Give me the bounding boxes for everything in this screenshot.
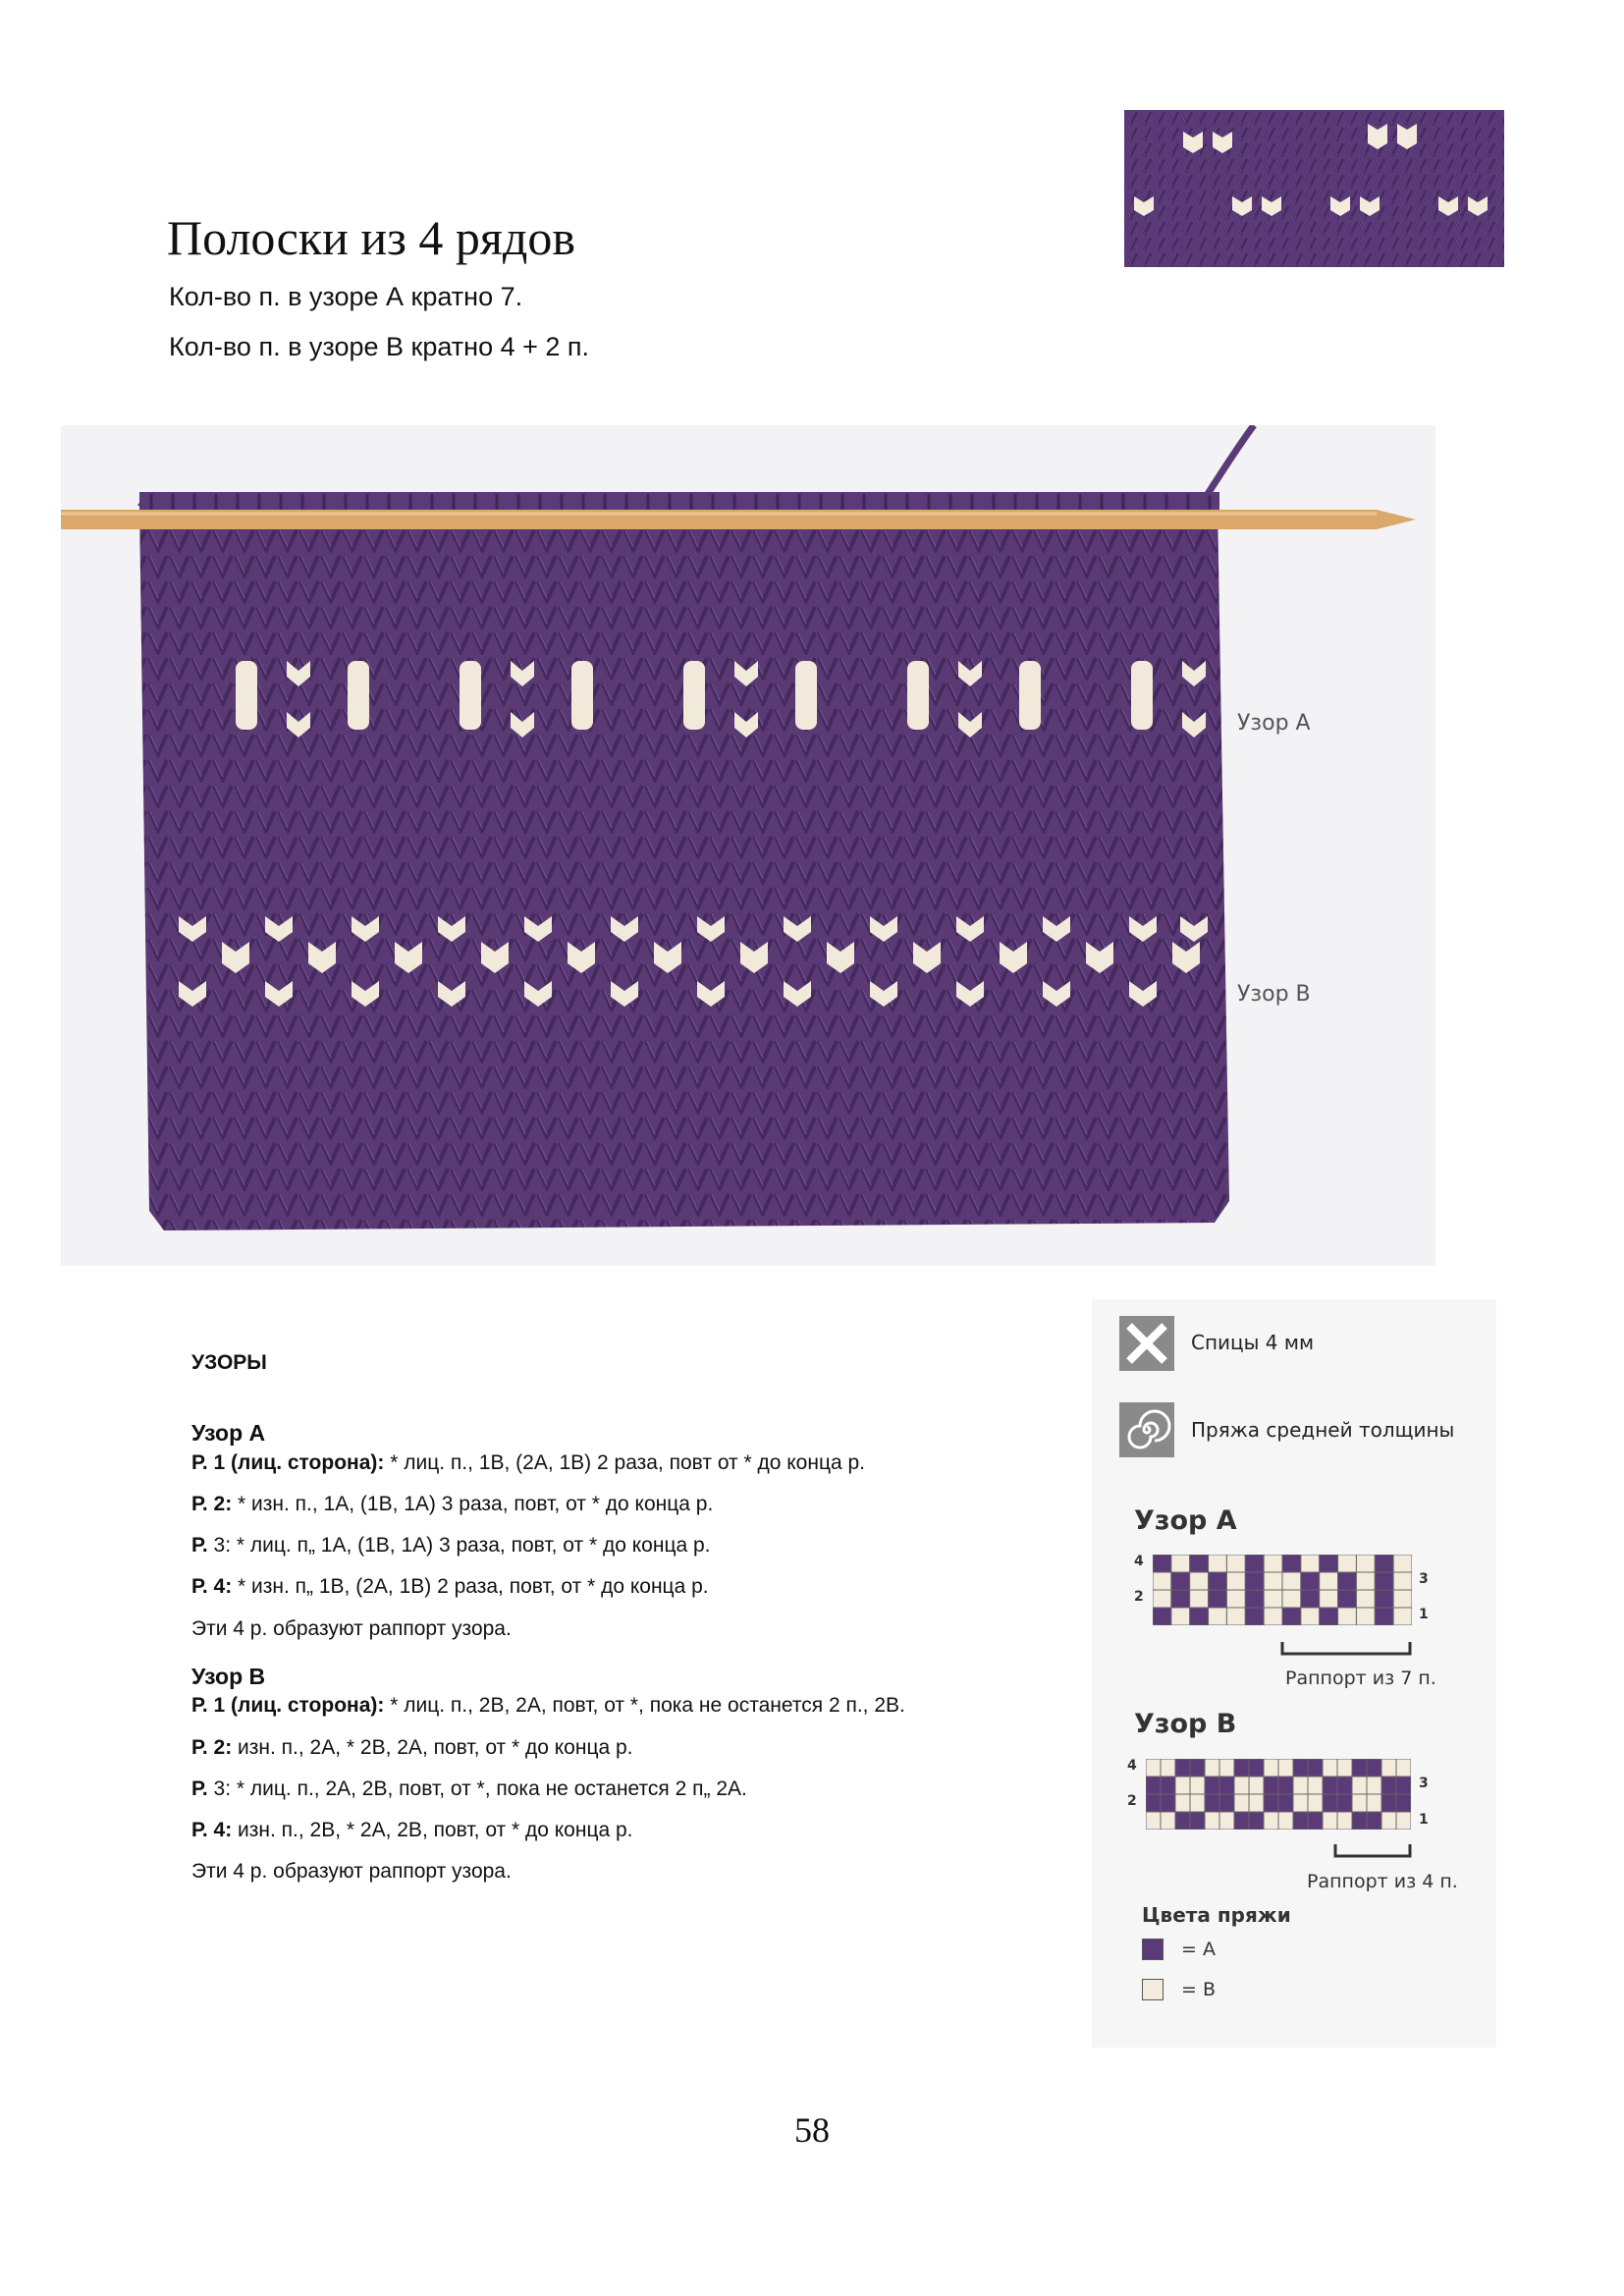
chart-a-cell [1171, 1590, 1190, 1608]
row-text: * изн. п., 1А, (1В, 1А) 3 раза, повт, от * до конца р. [232, 1492, 714, 1515]
chart-a-cell [1190, 1555, 1209, 1572]
chart-a-cell [1282, 1555, 1301, 1572]
chart-a-cell [1171, 1572, 1190, 1590]
chart-b-row-4: 4 [1127, 1758, 1137, 1774]
chart-b-cell [1249, 1812, 1264, 1830]
chart-b-cell [1234, 1777, 1249, 1794]
chart-b-cell [1161, 1812, 1175, 1830]
chart-b-cell [1161, 1777, 1175, 1794]
row-label: Р. 4: [191, 1818, 233, 1841]
chart-a-cell [1209, 1555, 1227, 1572]
chart-b-cell [1190, 1794, 1205, 1812]
chart-b-cell [1396, 1812, 1411, 1830]
chart-a-cell [1226, 1608, 1245, 1625]
chart-a-cell [1226, 1572, 1245, 1590]
chart-b-cell [1264, 1777, 1278, 1794]
row-label: Р. 1 (лиц. сторона): [191, 1694, 385, 1718]
row-label: Р. 4: [191, 1575, 233, 1599]
chart-a-cell [1209, 1590, 1227, 1608]
chart-a-cell [1190, 1608, 1209, 1625]
pattern-b-row-3 [191, 1777, 1075, 1801]
chart-a-cell [1393, 1590, 1412, 1608]
chart-b-cell [1146, 1759, 1161, 1777]
chart-b-cell [1190, 1777, 1205, 1794]
chart-a-cell [1245, 1572, 1264, 1590]
page-number: 58 [794, 2110, 830, 2150]
chart-b-cell [1293, 1777, 1308, 1794]
chart-b-cell [1396, 1794, 1411, 1812]
chart-a-cell [1301, 1555, 1320, 1572]
row-label: Р. [191, 1534, 208, 1558]
chart-a-cell [1320, 1555, 1338, 1572]
chart-a-cell [1301, 1572, 1320, 1590]
chart-a-cell [1153, 1590, 1171, 1608]
chart-b-cell [1278, 1812, 1293, 1830]
legend-swatch-a [1142, 1939, 1164, 1960]
chart-a-cell [1356, 1572, 1375, 1590]
chart-b-cell [1323, 1759, 1337, 1777]
row-label: Р. 2: [191, 1492, 233, 1515]
chart-b-row-1: 1 [1419, 1812, 1429, 1828]
row-text: * лиц. п., 2В, 2А, повт, от *, пока не останется 2 п., 2В. [384, 1694, 905, 1718]
chart-b-cell [1293, 1812, 1308, 1830]
chart-a-cell [1264, 1572, 1282, 1590]
chart-b-cell [1367, 1794, 1381, 1812]
chart-b-cell [1337, 1812, 1352, 1830]
instructions-heading: УЗОРЫ [191, 1351, 267, 1374]
pattern-instructions [191, 1350, 1075, 1900]
chart-a-cell [1393, 1572, 1412, 1590]
chart-b-cell [1278, 1777, 1293, 1794]
chart-b-cell [1249, 1794, 1264, 1812]
row-text: изн. п., 2А, * 2В, 2А, повт, от * до конца р. [232, 1735, 633, 1759]
chart-b-cell [1381, 1777, 1396, 1794]
pattern-a-row-2 [191, 1492, 1075, 1516]
chart-a-cell [1282, 1590, 1301, 1608]
chart-b-cell [1308, 1777, 1323, 1794]
chart-b-cell [1323, 1777, 1337, 1794]
row-text: * изн. п„ 1В, (2А, 1В) 2 раза, повт, от * до конца р. [232, 1575, 709, 1599]
pattern-b-row-4 [191, 1818, 1075, 1842]
chart-a-cell [1190, 1590, 1209, 1608]
chart-b-cell [1175, 1794, 1190, 1812]
chart-b-row-3: 3 [1419, 1776, 1429, 1791]
chart-b-cell [1396, 1777, 1411, 1794]
chart-a-cell [1264, 1555, 1282, 1572]
chart-a-cell [1153, 1572, 1171, 1590]
pattern-a-note: Эти 4 р. образуют раппорт узора. [191, 1616, 512, 1640]
yarn-weight-icon [1119, 1402, 1174, 1457]
chart-b-cell [1249, 1777, 1264, 1794]
chart-a-cell [1245, 1590, 1264, 1608]
knitted-swatch-photo [61, 425, 1435, 1266]
chart-a-cell [1356, 1608, 1375, 1625]
row-label: Р. 2: [191, 1735, 233, 1759]
chart-a-cell [1282, 1572, 1301, 1590]
chart-a-cell [1153, 1555, 1171, 1572]
chart-a-cell [1375, 1555, 1393, 1572]
chart-b-cell [1352, 1794, 1367, 1812]
stitch-multiple-b: Кол-во п. в узоре В кратно 4 + 2 п. [169, 332, 590, 361]
page-title: Полоски из 4 рядов [167, 210, 575, 265]
chart-a-cell [1226, 1590, 1245, 1608]
chart-b-cell [1219, 1794, 1234, 1812]
chart-b-cell [1352, 1759, 1367, 1777]
chart-b-cell [1234, 1794, 1249, 1812]
chart-b-cell [1190, 1759, 1205, 1777]
chart-a-cell [1209, 1572, 1227, 1590]
pattern-a-row-3 [191, 1533, 1075, 1558]
chart-a-row-3: 3 [1419, 1571, 1429, 1587]
pattern-b-row-1 [191, 1693, 1075, 1718]
chart-b-cell [1381, 1759, 1396, 1777]
chart-b-cell [1205, 1794, 1219, 1812]
chart-a-cell [1375, 1572, 1393, 1590]
chart-b-cell [1308, 1794, 1323, 1812]
chart-a-row-4: 4 [1134, 1554, 1144, 1569]
chart-a-repeat-bracket [1280, 1640, 1412, 1660]
chart-a-cell [1375, 1608, 1393, 1625]
chart-a-repeat-label: Раппорт из 7 п. [1285, 1667, 1436, 1689]
pattern-a-row-4 [191, 1574, 1075, 1599]
chart-b-cell [1352, 1777, 1367, 1794]
chart-a-cell [1171, 1555, 1190, 1572]
chart-a-cell [1320, 1608, 1338, 1625]
chart-a-cell [1171, 1608, 1190, 1625]
row-label: Р. [191, 1777, 208, 1800]
chart-b-cell [1293, 1794, 1308, 1812]
chart-a-cell [1190, 1572, 1209, 1590]
needles-size: Спицы 4 мм [1191, 1331, 1315, 1354]
chart-b-cell [1205, 1812, 1219, 1830]
chart-b-cell [1308, 1759, 1323, 1777]
chart-b-cell [1205, 1759, 1219, 1777]
legend-label-b: = B [1181, 1979, 1216, 2000]
chart-a-grid [1153, 1555, 1412, 1625]
yarn-weight: Пряжа средней толщины [1191, 1418, 1455, 1442]
chart-b-cell [1278, 1794, 1293, 1812]
legend-swatch-b [1142, 1979, 1164, 2000]
chart-b-row-2: 2 [1127, 1793, 1137, 1809]
chart-a-title: Узор А [1134, 1505, 1237, 1536]
chart-b-cell [1190, 1812, 1205, 1830]
chart-a-cell [1245, 1608, 1264, 1625]
chart-b-cell [1175, 1777, 1190, 1794]
chart-b-cell [1367, 1777, 1381, 1794]
chart-a-cell [1264, 1608, 1282, 1625]
chart-a-row-2: 2 [1134, 1589, 1144, 1605]
chart-b-cell [1278, 1759, 1293, 1777]
chart-b-cell [1249, 1759, 1264, 1777]
chart-b-cell [1352, 1812, 1367, 1830]
chart-b-cell [1161, 1794, 1175, 1812]
chart-b-cell [1161, 1759, 1175, 1777]
chart-b-cell [1146, 1794, 1161, 1812]
chart-b-cell [1323, 1812, 1337, 1830]
chart-b-cell [1219, 1759, 1234, 1777]
needles-icon [1119, 1316, 1174, 1371]
pattern-b-note: Эти 4 р. образуют раппорт узора. [191, 1860, 512, 1884]
chart-a-cell [1338, 1572, 1357, 1590]
chart-a-cell [1209, 1608, 1227, 1625]
chart-a-cell [1245, 1555, 1264, 1572]
chart-b-cell [1367, 1812, 1381, 1830]
chart-b-cell [1264, 1794, 1278, 1812]
chart-a-cell [1301, 1590, 1320, 1608]
chart-a-cell [1282, 1608, 1301, 1625]
chart-b-title: Узор В [1134, 1709, 1237, 1739]
chart-a-cell [1153, 1608, 1171, 1625]
chart-a-cell [1393, 1608, 1412, 1625]
row-text: * лиц. п., 1B, (2A, 1B) 2 раза, повт от * до конца р. [384, 1450, 866, 1474]
chart-b-cell [1146, 1812, 1161, 1830]
chart-b-cell [1323, 1794, 1337, 1812]
photo-label-uzor-a: Узор А [1237, 711, 1311, 736]
chart-a-cell [1320, 1590, 1338, 1608]
chart-a-cell [1356, 1590, 1375, 1608]
row-label: Р. 1 (лиц. сторона): [191, 1450, 385, 1474]
photo-label-uzor-b: Узор В [1237, 982, 1311, 1007]
chart-b-cell [1308, 1812, 1323, 1830]
chart-a-cell [1338, 1608, 1357, 1625]
chart-b-grid [1146, 1759, 1411, 1830]
chart-b-cell [1293, 1759, 1308, 1777]
yarn-colors-title: Цвета пряжи [1142, 1903, 1291, 1927]
chart-b-cell [1219, 1812, 1234, 1830]
chart-a-cell [1264, 1590, 1282, 1608]
chart-a-cell [1301, 1608, 1320, 1625]
chart-b-cell [1234, 1812, 1249, 1830]
chart-b-cell [1205, 1777, 1219, 1794]
chart-b-cell [1146, 1777, 1161, 1794]
legend-label-a: = A [1181, 1939, 1216, 1960]
row-text: изн. п., 2В, * 2А, 2В, повт, от * до конца р. [232, 1818, 633, 1841]
chart-b-cell [1175, 1759, 1190, 1777]
stitch-multiple-a: Кол-во п. в узоре А кратно 7. [169, 282, 523, 311]
chart-b-cell [1264, 1759, 1278, 1777]
chart-b-cell [1175, 1812, 1190, 1830]
row-text: 3: * лиц. п., 2А, 2В, повт, от *, пока не останется 2 п„ 2А. [207, 1777, 747, 1800]
swatch-thumbnail-image [1124, 110, 1504, 267]
chart-b-cell [1234, 1759, 1249, 1777]
chart-a-cell [1338, 1590, 1357, 1608]
chart-a-cell [1356, 1555, 1375, 1572]
chart-b-repeat-label: Раппорт из 4 п. [1307, 1871, 1458, 1892]
chart-a-cell [1320, 1572, 1338, 1590]
pattern-a-row-1 [191, 1450, 1075, 1475]
chart-b-cell [1264, 1812, 1278, 1830]
chart-b-cell [1337, 1759, 1352, 1777]
chart-a-cell [1393, 1555, 1412, 1572]
chart-a-cell [1226, 1555, 1245, 1572]
row-text: 3: * лиц. п„ 1А, (1В, 1А) 3 раза, повт, от * до конца р. [207, 1534, 711, 1558]
chart-b-cell [1381, 1794, 1396, 1812]
chart-a-cell [1375, 1590, 1393, 1608]
chart-b-cell [1367, 1759, 1381, 1777]
chart-b-repeat-bracket [1333, 1842, 1412, 1862]
chart-b-cell [1337, 1794, 1352, 1812]
chart-b-cell [1381, 1812, 1396, 1830]
chart-b-cell [1396, 1759, 1411, 1777]
pattern-b-title: Узор В [191, 1663, 266, 1689]
pattern-b-row-2 [191, 1735, 1075, 1760]
chart-b-cell [1337, 1777, 1352, 1794]
chart-a-cell [1338, 1555, 1357, 1572]
chart-b-cell [1219, 1777, 1234, 1794]
pattern-a-title: Узор А [191, 1420, 266, 1447]
chart-a-row-1: 1 [1419, 1607, 1429, 1622]
